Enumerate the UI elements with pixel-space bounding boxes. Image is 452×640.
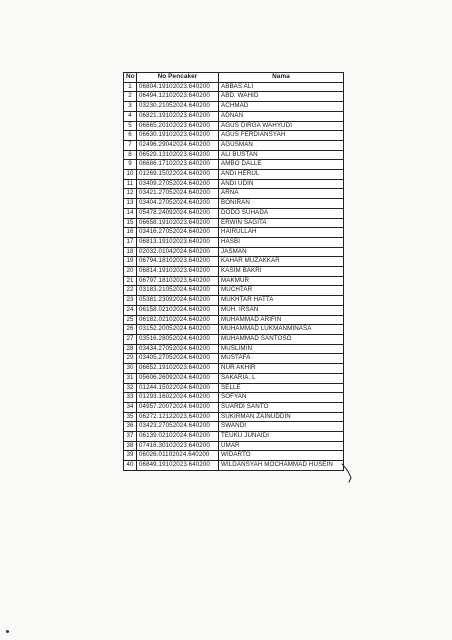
table-row	[124, 432, 344, 442]
table-row	[124, 441, 344, 451]
row-number-cell: 1	[124, 82, 137, 92]
no-pencaker-cell: 06804.19102023.640200	[137, 82, 219, 92]
nama-cell: UMAR	[219, 441, 344, 451]
row-number-cell: 36	[124, 422, 137, 432]
table-row	[124, 102, 344, 112]
row-number-cell: 27	[124, 334, 137, 344]
no-pencaker-cell: 01293.16022024.640200	[137, 393, 219, 403]
nama-cell: MUH. IRSAN	[219, 305, 344, 315]
table-header-row	[124, 73, 344, 83]
no-pencaker-cell: 06797.18102023.640200	[137, 276, 219, 286]
row-number-cell: 16	[124, 228, 137, 238]
row-number-cell: 37	[124, 432, 137, 442]
table-row	[124, 199, 344, 209]
row-number-cell: 33	[124, 393, 137, 403]
nama-cell: SOFYAN	[219, 393, 344, 403]
row-number-cell: 5	[124, 121, 137, 131]
nama-cell: MUCHTAR	[219, 286, 344, 296]
header-no-pencaker: No Pencaker	[137, 73, 219, 83]
row-number-cell: 31	[124, 373, 137, 383]
table-row	[124, 373, 344, 383]
row-number-cell: 40	[124, 461, 137, 471]
table-row	[124, 189, 344, 199]
table-row	[124, 402, 344, 412]
row-number-cell: 21	[124, 276, 137, 286]
table-row	[124, 422, 344, 432]
no-pencaker-cell: 01269.15022024.640200	[137, 170, 219, 180]
row-number-cell: 20	[124, 267, 137, 277]
row-number-cell: 7	[124, 140, 137, 150]
row-number-cell: 19	[124, 257, 137, 267]
nama-cell: KASIM BAKRI	[219, 267, 344, 277]
table-row	[124, 208, 344, 218]
table-row	[124, 92, 344, 102]
table-row	[124, 140, 344, 150]
nama-cell: MAKMUR	[219, 276, 344, 286]
table-row	[124, 160, 344, 170]
row-number-cell: 11	[124, 179, 137, 189]
no-pencaker-cell: 06849.19102023.640200	[137, 461, 219, 471]
nama-cell: ANDI HERUL	[219, 170, 344, 180]
nama-cell: AMBO DALLE	[219, 160, 344, 170]
table-row	[124, 247, 344, 257]
row-number-cell: 30	[124, 364, 137, 374]
row-number-cell: 34	[124, 402, 137, 412]
no-pencaker-cell: 06821.19102023.640200	[137, 111, 219, 121]
row-number-cell: 25	[124, 315, 137, 325]
no-pencaker-cell: 06494.12102023.640200	[137, 92, 219, 102]
row-number-cell: 32	[124, 383, 137, 393]
nama-cell: ANDI UDIN	[219, 179, 344, 189]
row-number-cell: 17	[124, 237, 137, 247]
table-row	[124, 237, 344, 247]
row-number-cell: 4	[124, 111, 137, 121]
nama-cell: KAHAR MUZAKKAR	[219, 257, 344, 267]
no-pencaker-cell: 03409.27052024.640200	[137, 179, 219, 189]
nama-cell: SUKIRMAN ZAINUDDIN	[219, 412, 344, 422]
table-row	[124, 393, 344, 403]
no-pencaker-cell: 04957.20072024.640200	[137, 402, 219, 412]
nama-cell: HAIRULLAH	[219, 228, 344, 238]
table-row	[124, 325, 344, 335]
no-pencaker-cell: 03404.27052024.640200	[137, 199, 219, 209]
table-row	[124, 150, 344, 160]
no-pencaker-cell: 03152.20052024.640200	[137, 325, 219, 335]
header-nama: Nama	[219, 73, 344, 83]
nama-cell: ABD. WAHID	[219, 92, 344, 102]
nama-cell: DODO SUHADA	[219, 208, 344, 218]
nama-cell: SAKARIA. L	[219, 373, 344, 383]
nama-cell: AGUSMAN	[219, 140, 344, 150]
row-number-cell: 9	[124, 160, 137, 170]
nama-cell: MUSTAFA	[219, 354, 344, 364]
table-row	[124, 267, 344, 277]
nama-cell: NUR AKHIR	[219, 364, 344, 374]
table-row	[124, 461, 344, 471]
nama-cell: WIDARTO	[219, 451, 344, 461]
no-pencaker-cell: 06182.02102024.640200	[137, 315, 219, 325]
nama-cell: AGUS DIRGA WAHYUDI	[219, 121, 344, 131]
nama-cell: ALI BUSTAN	[219, 150, 344, 160]
no-pencaker-cell: 03434.27052024.640200	[137, 344, 219, 354]
table-row	[124, 179, 344, 189]
row-number-cell: 14	[124, 208, 137, 218]
no-pencaker-cell: 06813.19102023.640200	[137, 237, 219, 247]
no-pencaker-cell: 06794.18102023.640200	[137, 257, 219, 267]
nama-cell: MUSLIMIN	[219, 344, 344, 354]
no-pencaker-cell: 05381.23092024.640200	[137, 296, 219, 306]
row-number-cell: 10	[124, 170, 137, 180]
no-pencaker-cell: 03421.27052024.640200	[137, 189, 219, 199]
table-row	[124, 354, 344, 364]
no-pencaker-cell: 02032.01042024.640200	[137, 247, 219, 257]
no-pencaker-cell: 03405.27052024.640200	[137, 354, 219, 364]
no-pencaker-cell: 06630.19102023.640200	[137, 131, 219, 141]
pen-stroke-mark	[340, 462, 358, 484]
table-row	[124, 170, 344, 180]
no-pencaker-cell: 06814.19102023.640200	[137, 267, 219, 277]
row-number-cell: 12	[124, 189, 137, 199]
no-pencaker-cell: 03416.27052024.640200	[137, 228, 219, 238]
no-pencaker-cell: 06686.17102023.640200	[137, 160, 219, 170]
table-body	[124, 82, 344, 470]
nama-cell: MUHAMMAD SANTOSO	[219, 334, 344, 344]
no-pencaker-cell: 06158.02102024.640200	[137, 305, 219, 315]
no-pencaker-cell: 02496.29042024.640200	[137, 140, 219, 150]
table-row	[124, 334, 344, 344]
nama-cell: ARNA	[219, 189, 344, 199]
table-row	[124, 121, 344, 131]
table-row	[124, 383, 344, 393]
no-pencaker-cell: 03423.27052024.640200	[137, 422, 219, 432]
no-pencaker-cell: 05478.24092024.640200	[137, 208, 219, 218]
header-no: No	[124, 73, 137, 83]
no-pencaker-cell: 03516.28052024.640200	[137, 334, 219, 344]
nama-cell: BONIRAN	[219, 199, 344, 209]
row-number-cell: 2	[124, 92, 137, 102]
table-row	[124, 344, 344, 354]
row-number-cell: 28	[124, 344, 137, 354]
nama-cell: HASBI	[219, 237, 344, 247]
table-row	[124, 82, 344, 92]
row-number-cell: 3	[124, 102, 137, 112]
table-row	[124, 111, 344, 121]
table-row	[124, 131, 344, 141]
nama-cell: AGUS FERDIANSYAH	[219, 131, 344, 141]
nama-cell: SELLE	[219, 383, 344, 393]
nama-cell: ADNAN	[219, 111, 344, 121]
nama-cell: MUHAMMAD LUKMANMINASA	[219, 325, 344, 335]
table-row	[124, 315, 344, 325]
row-number-cell: 15	[124, 218, 137, 228]
table-row	[124, 364, 344, 374]
nama-cell: MUKHTAR HATTA	[219, 296, 344, 306]
no-pencaker-cell: 03183.21052024.640200	[137, 286, 219, 296]
nama-cell: ABBAS ALI	[219, 82, 344, 92]
nama-cell: TEUKU JUNAIDI	[219, 432, 344, 442]
nama-cell: SWANDI	[219, 422, 344, 432]
no-pencaker-cell: 06529.13102023.640200	[137, 150, 219, 160]
no-pencaker-cell: 01244.15022024.640200	[137, 383, 219, 393]
nama-cell: JASMAN	[219, 247, 344, 257]
nama-cell: SUARDI SANTO	[219, 402, 344, 412]
nama-cell: WILDANSYAH MOCHAMMAD HUSEIN	[219, 461, 344, 471]
row-number-cell: 13	[124, 199, 137, 209]
no-pencaker-cell: 06026.01102024.640200	[137, 451, 219, 461]
table-row	[124, 451, 344, 461]
participant-table	[123, 72, 344, 471]
no-pencaker-cell: 06139.02102024.640200	[137, 432, 219, 442]
table-row	[124, 276, 344, 286]
row-number-cell: 24	[124, 305, 137, 315]
row-number-cell: 39	[124, 451, 137, 461]
no-pencaker-cell: 03230.21052024.640200	[137, 102, 219, 112]
row-number-cell: 18	[124, 247, 137, 257]
scan-speck	[6, 630, 9, 633]
table-row	[124, 286, 344, 296]
row-number-cell: 23	[124, 296, 137, 306]
nama-cell: MUHAMMAD ARIFIN	[219, 315, 344, 325]
row-number-cell: 8	[124, 150, 137, 160]
row-number-cell: 6	[124, 131, 137, 141]
row-number-cell: 38	[124, 441, 137, 451]
no-pencaker-cell: 06652.19102023.640200	[137, 364, 219, 374]
table-row	[124, 305, 344, 315]
table-row	[124, 412, 344, 422]
table-row	[124, 228, 344, 238]
no-pencaker-cell: 05606.26092024.640200	[137, 373, 219, 383]
row-number-cell: 22	[124, 286, 137, 296]
row-number-cell: 35	[124, 412, 137, 422]
row-number-cell: 26	[124, 325, 137, 335]
nama-cell: ACHMAD	[219, 102, 344, 112]
no-pencaker-cell: 06658.19102023.640200	[137, 218, 219, 228]
table-row	[124, 296, 344, 306]
no-pencaker-cell: 06665.20102023.640200	[137, 121, 219, 131]
nama-cell: ERWIN SAGITA	[219, 218, 344, 228]
no-pencaker-cell: 07416.30102023.640200	[137, 441, 219, 451]
no-pencaker-cell: 06272.12122023.640200	[137, 412, 219, 422]
row-number-cell: 29	[124, 354, 137, 364]
table-row	[124, 218, 344, 228]
table-row	[124, 257, 344, 267]
